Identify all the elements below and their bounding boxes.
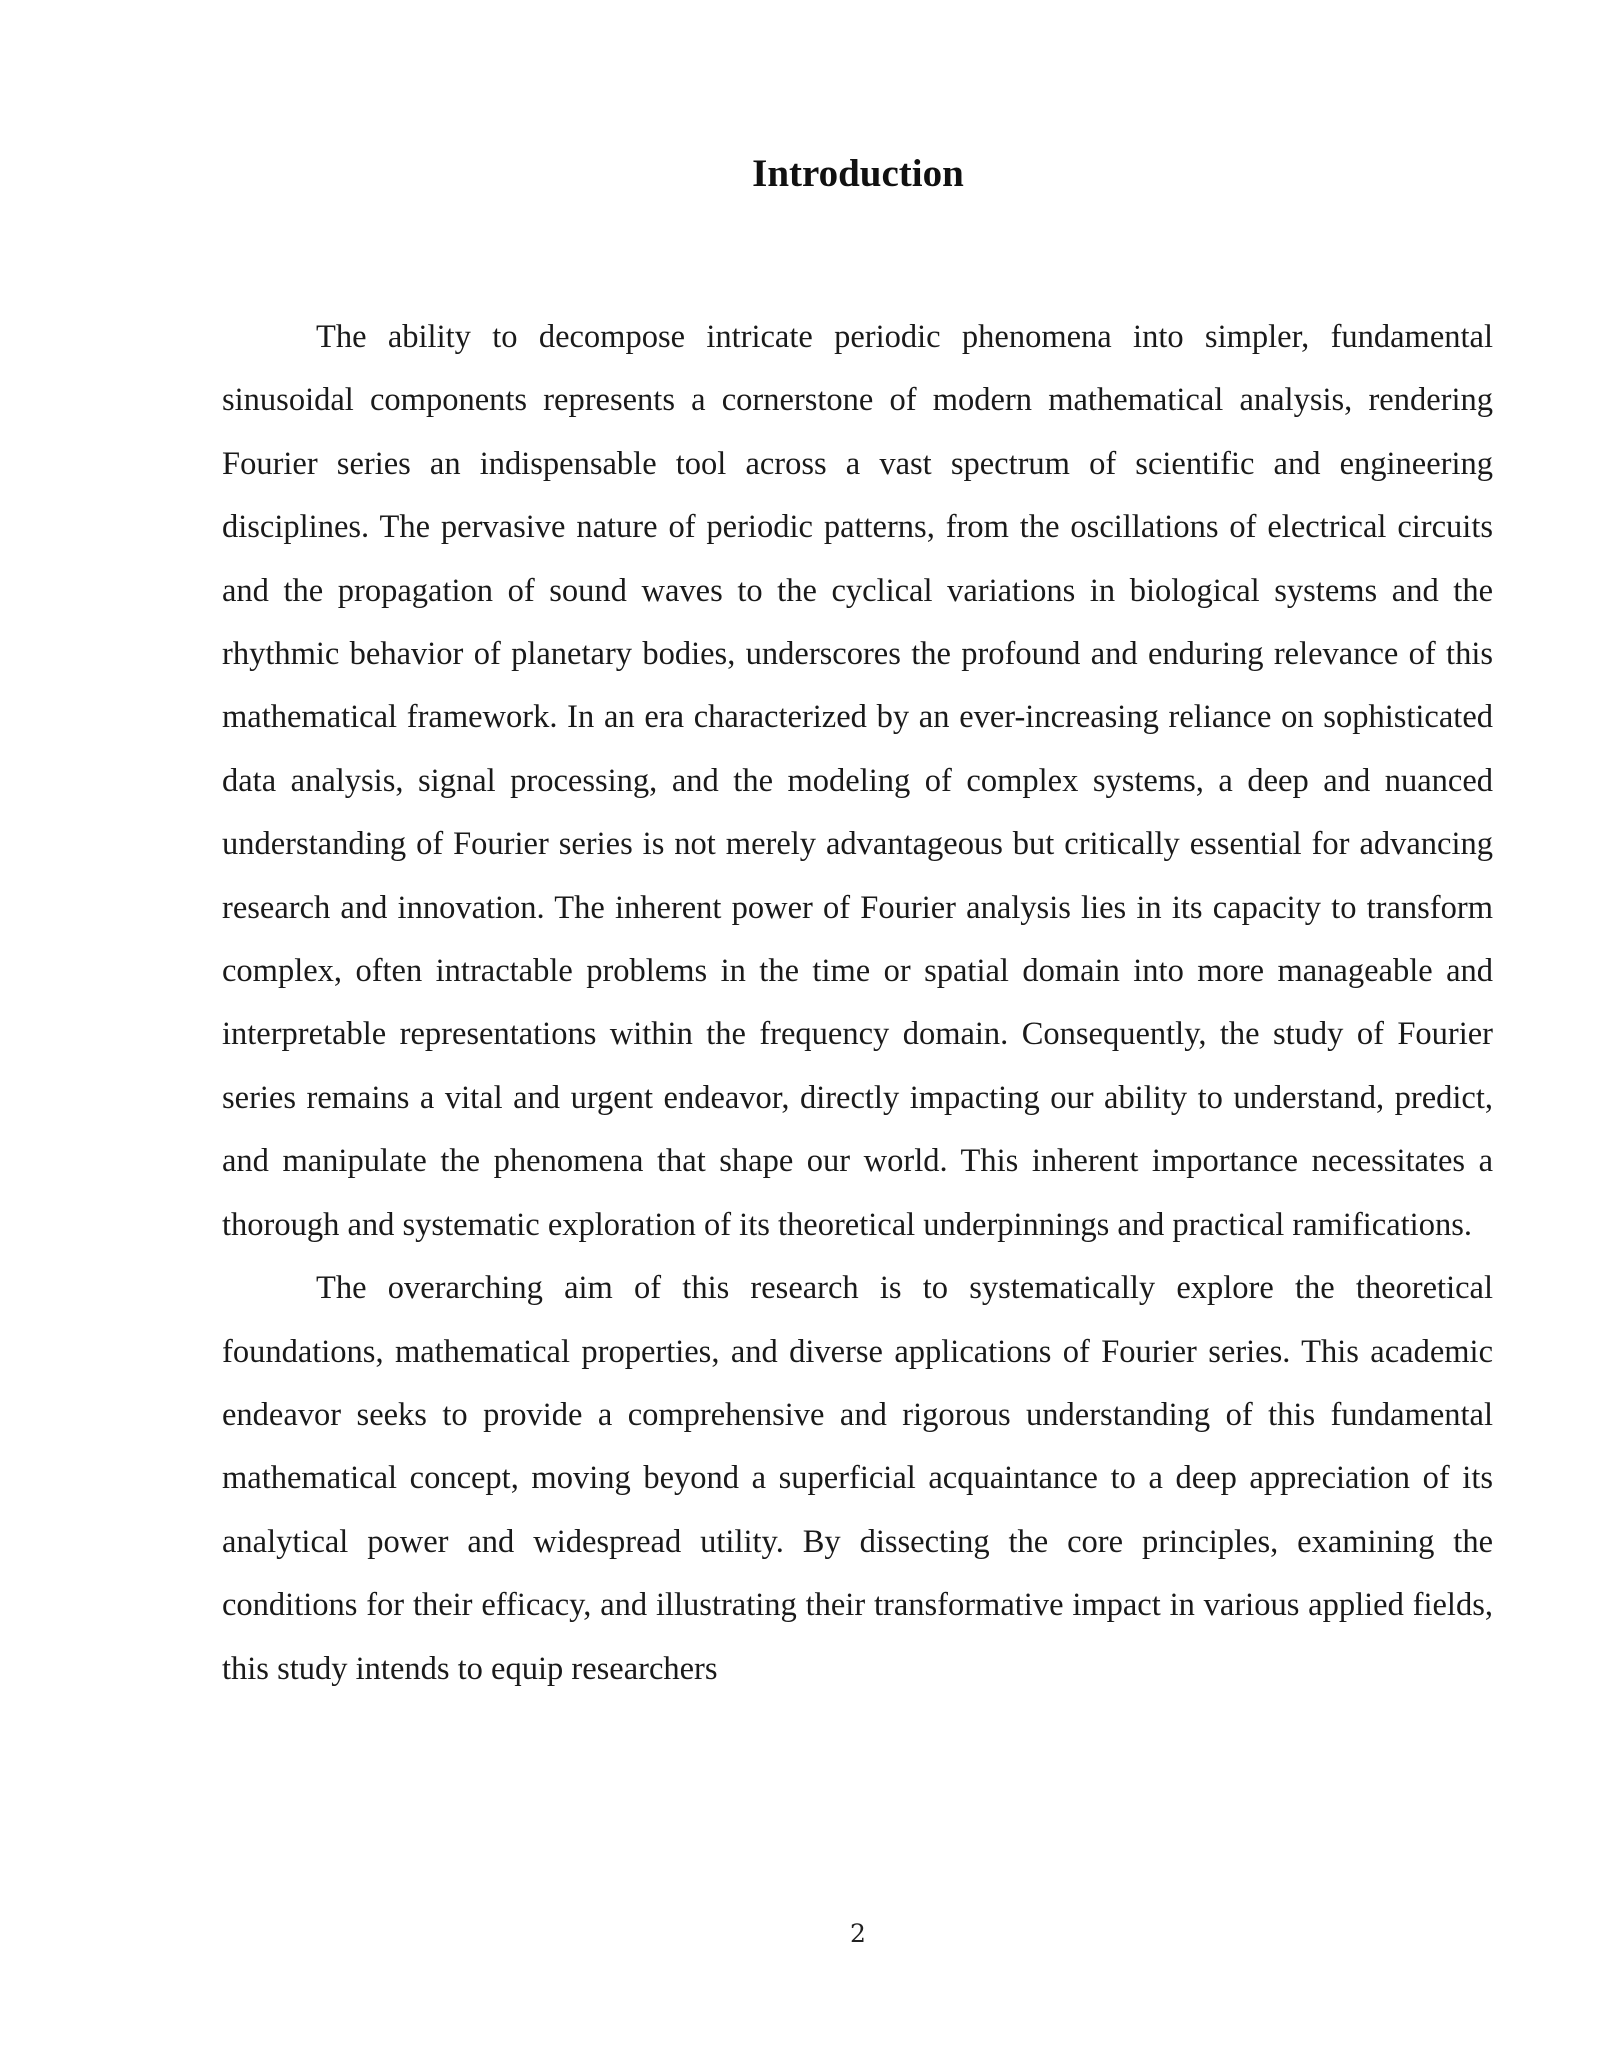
paragraph-1: The ability to decompose intricate periodic phenomena into simpler, fundamental sinusoidal components represents a cornerstone of modern mathematical analysis, rendering Fourier series an indispensable tool across a vast spectrum of scientific and engineering disciplines. The pervasive nature of periodic patterns, from the oscillations of electrical circuits and the propagation of sound waves to the cyclical variations in biological systems and the rhythmic behavior of planetary bodies, underscores the profound and enduring relevance of this mathematical framework. In an era characterized by an ever-increasing reliance on sophisticated data analysis, signal processing, and the modeling of complex systems, a deep and nuanced understanding of Fourier series is not merely advantageous but critically essential for advancing research and innovation. The inherent power of Fourier analysis lies in its capacity to transform complex, often intractable problems in the time or spatial domain into more manageable and interpretable representations within the frequency domain. Consequently, the study of Fourier series remains a vital and urgent endeavor, directly impacting our ability to understand, predict, and manipulate the phenomena that shape our world. This inherent importance necessitates a thorough and systematic exploration of its theoretical underpinnings and practical ramifications. xyxy=(222,319,1493,1243)
page-number: 2 xyxy=(850,1919,866,1948)
section-title: Introduction xyxy=(752,152,964,195)
body-text xyxy=(222,306,1493,1701)
paragraph-2: The overarching aim of this research is to systematically explore the theoretical foundations, mathematical properties, and diverse applications of Fourier series. This academic endeavor seeks to provide a comprehensive and rigorous understanding of this fundamental mathematical concept, moving beyond a superficial acquaintance to a deep appreciation of its analytical power and widespread utility. By dissecting the core principles, examining the conditions for their efficacy, and illustrating their transformative impact in various applied fields, this study intends to equip researchers xyxy=(222,1270,1493,1687)
